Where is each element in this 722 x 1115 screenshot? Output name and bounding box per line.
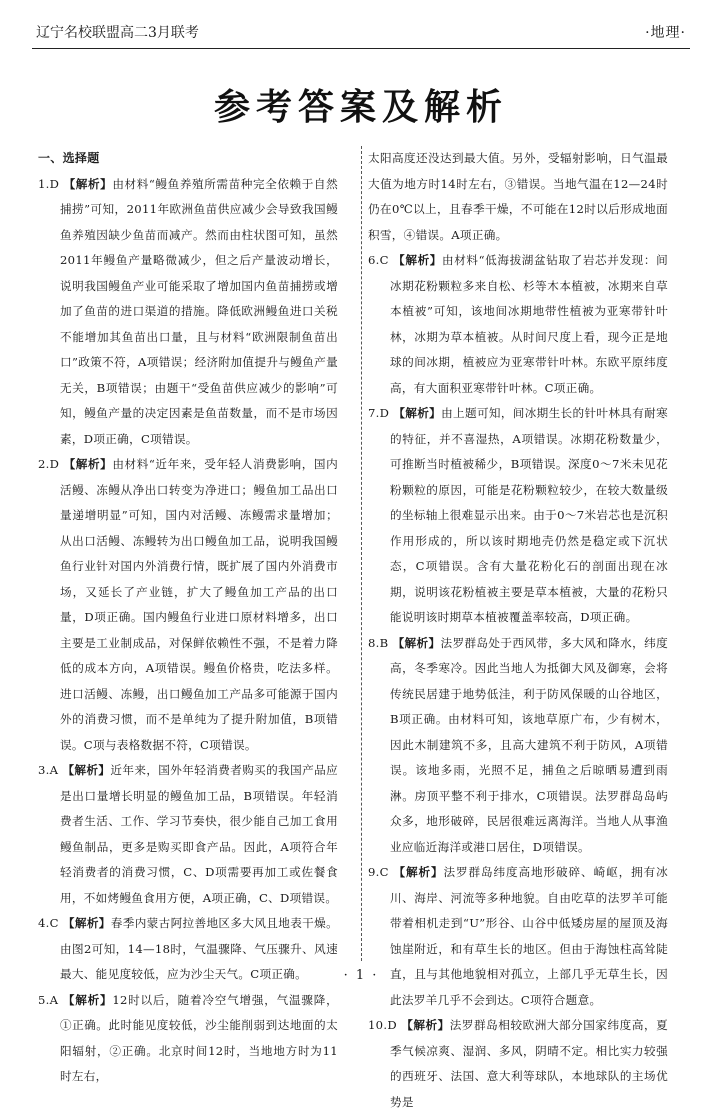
column-divider	[361, 146, 362, 961]
question-number: 7.	[368, 406, 380, 420]
exam-title: 辽宁名校联盟高二3月联考	[36, 25, 199, 41]
analysis-text: 法罗群岛纬度高地形破碎、崎岖，拥有冰川、海岸、河流等多种地貌。自由吃草的法罗羊可能带着相机走到“U”形谷、山谷中低矮房屋的屋顶及海蚀崖附近，和有草生长的地区。但由于海蚀柱高耸陡直，且与其他地貌相对孤立，上部几乎无草生长，因此法罗羊几乎不会到达。C项符合题意。	[390, 865, 668, 1007]
analysis-tag: 【解析】	[393, 865, 444, 879]
question-number: 4.	[38, 916, 50, 930]
left-answer-list	[38, 172, 338, 1090]
page-number: · 1 ·	[343, 968, 379, 983]
question-number: 5.	[38, 992, 50, 1007]
answer-item	[368, 1013, 668, 1115]
analysis-tag: 【解析】	[393, 406, 442, 420]
answer-item	[38, 758, 338, 911]
analysis-tag: 【解析】	[63, 176, 113, 191]
analysis-text: 太阳高度还没达到最大值。另外，受辐射影响，日气温最大值为地方时14时左右，③错误。当地气温在12—24时仍在0℃以上，且春季干燥，不可能在12时以后形成地面积雪，④错误。A项正确。	[368, 151, 668, 242]
analysis-tag: 【解析】	[392, 635, 441, 650]
analysis-text: 12时以后，随着冷空气增强，气温骤降，①正确。此时能见度较低，沙尘能削弱到达地面的太阳辐射，②正确。北京时间12时，当地地方时为11时左右，	[60, 992, 338, 1083]
page-title: 参考答案及解析	[213, 87, 508, 128]
section-heading: 一、选择题	[38, 151, 100, 165]
analysis-tag: 【解析】	[62, 916, 111, 930]
question-number: 1.	[38, 176, 50, 191]
answer-item	[38, 452, 338, 758]
analysis-text: 由上题可知，间冰期生长的针叶林具有耐寒的特征，并不喜湿热，A项错误。冰期花粉数量少，可推断当时植被稀少，B项错误。深度0～7米未见花粉颗粒的原因，可能是花粉颗粒较少，在较大数量级的坐标轴上很难显示出来。由于0～7米岩芯也是沉积作用形成的，所以该时期地壳仍然是稳定或下沉状态，C项错误。含有大量花粉化石的剖面出现在冰期，说明该花粉植被主要是草本植被，大量的花粉只能说明该时期草本植被覆盖率较高，D项正确。	[390, 406, 668, 624]
answer-item	[368, 631, 668, 861]
analysis-text: 由材料“鳗鱼养殖所需苗种完全依赖于自然捕捞”可知，2011年欧洲鱼苗供应减少会导致我国鳗鱼养殖因缺少鱼苗而减产。然而由柱状图可知，虽然2011年鳗鱼产量略微减少，但之后产量波动增长，说明我国鳗鱼产业可能采取了增加国内鱼苗捕捞或增加了鱼苗的进口渠道的措施。降低欧洲鳗鱼进口关税不能增加其鱼苗出口量，且与材料“欧洲限制鱼苗出口”政策不符，A项错误；经济附加值提升与鳗鱼产量无关，B项错误；由题干“受鱼苗供应减少的影响”可知，鳗鱼产量的决定因素是鱼苗数量，而不是市场因素，D项正确，C项错误。	[60, 176, 338, 446]
answer-letter: D	[49, 176, 60, 191]
answer-letter: D	[49, 457, 60, 471]
answer-letter: C	[49, 916, 59, 930]
right-column	[368, 146, 668, 1109]
question-number: 10.	[368, 1018, 388, 1032]
analysis-text: 由材料“低海拔湖盆钻取了岩芯并发现：间冰期花粉颗粒多来自松、杉等木本植被，冰期来自草本植被”可知，该地间冰期地带性植被为亚寒带针叶林，冰期为草本植被。从时间尺度上看，现今正是地球的间冰期，植被应为亚寒带针叶林。东欧平原纬度高，有大面积亚寒带针叶林。C项正确。	[390, 253, 668, 395]
answer-item	[38, 988, 338, 1090]
question-number: 8.	[368, 635, 380, 650]
answer-item	[368, 401, 668, 631]
answer-letter: A	[49, 992, 59, 1007]
analysis-text: 法罗群岛处于西风带，多大风和降水，纬度高，冬季寒冷。因此当地人为抵御大风及御寒，会将传统民居建于地势低洼，利于防风保暖的山谷地区，B项正确。由材料可知，该地草原广布，少有树木，因此木制建筑不多，且高大建筑不利于防风，A项错误。该地多雨，光照不足，捕鱼之后晾晒易遭到雨淋。房顶平整不利于排水，C项错误。法罗群岛岛屿众多，地形破碎，民居很难远离海洋。当地人从事渔业应临近海洋或港口居住，D项错误。	[390, 635, 668, 854]
answer-letter: C	[379, 253, 389, 267]
question-number: 9.	[368, 865, 380, 879]
analysis-tag: 【解析】	[62, 763, 111, 777]
analysis-tag: 【解析】	[62, 992, 113, 1007]
header-rule	[32, 48, 690, 49]
page-header	[32, 22, 690, 44]
subject-label: ·地理·	[645, 25, 686, 41]
answer-item	[368, 860, 668, 1013]
answer-letter: C	[379, 865, 389, 879]
analysis-tag: 【解析】	[401, 1018, 450, 1032]
question-number: 2.	[38, 457, 50, 471]
answer-item	[368, 146, 668, 248]
answer-item	[38, 172, 338, 453]
answer-letter: A	[49, 763, 59, 777]
analysis-tag: 【解析】	[63, 457, 113, 471]
analysis-text: 法罗群岛相较欧洲大部分国家纬度高，夏季气候凉爽、湿润、多风，阴晴不定。相比实力较强的西班牙、法国、意大利等球队，本地球队的主场优势是	[390, 1018, 668, 1109]
analysis-text: 近年来，国外年轻消费者购买的我国产品应是出口量增长明显的鳗鱼加工品，B项错误。年轻消费者生活、工作、学习节奏快，很少能自己加工食用鳗鱼制品，更多是购买即食产品。因此，A项符合年轻消费者的消费习惯，C、D项需要再加工或佐餐食用，不如烤鳗鱼食用方便，A项正确，C、D项错误。	[60, 763, 338, 905]
answer-letter: D	[379, 406, 390, 420]
question-number: 6.	[368, 253, 380, 267]
analysis-text: 由材料“近年来，受年轻人消费影响，国内活鳗、冻鳗从净出口转变为净进口；鳗鱼加工品出口量递增明显”可知，国内对活鳗、冻鳗需求量增加；从出口活鳗、冻鳗转为出口鳗鱼加工品，说明我国鳗鱼行业针对国内外消费行情，既扩展了国内外消费市场，又延长了产业链，扩大了鳗鱼加工产品的出口量，D项正确。国内鳗鱼行业进口原材料增多，出口主要是工业制成品，对保鲜依赖性不强，不是着力降低的成本方向，A项错误。鳗鱼价格贵，吃法多样。进口活鳗、冻鳗，出口鳗鱼加工产品多可能源于国内外的消费习惯，而不是单纯为了提升附加值，B项错误。C项与表格数据不符，C项错误。	[60, 457, 338, 752]
analysis-text: 春季内蒙古阿拉善地区多大风且地表干燥。由图2可知，14—18时，气温骤降、气压骤升、风速最大、能见度较低，应为沙尘天气。C项正确。	[60, 916, 338, 981]
analysis-tag: 【解析】	[393, 253, 442, 267]
left-column	[38, 146, 338, 1083]
answer-letter: D	[387, 1018, 397, 1032]
answer-item	[368, 248, 668, 401]
answer-letter: B	[379, 635, 389, 650]
question-number: 3.	[38, 763, 50, 777]
